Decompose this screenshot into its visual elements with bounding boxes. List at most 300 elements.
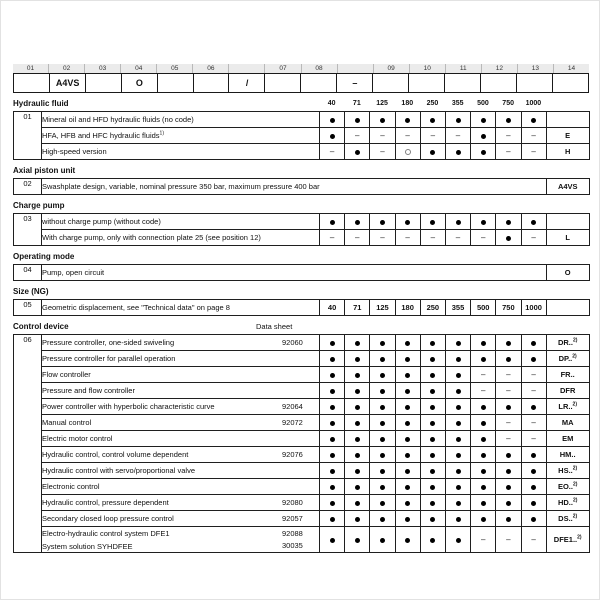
availability-cell [471, 527, 496, 553]
available-dot-icon [405, 118, 410, 123]
availability-cell [370, 527, 395, 553]
available-dot-icon [330, 341, 335, 346]
not-available-dash-icon: – [531, 370, 536, 379]
available-dot-icon [430, 373, 435, 378]
availability-cell [445, 399, 470, 415]
availability-cell [345, 128, 370, 144]
datasheet-number [282, 335, 303, 350]
position-number-band [13, 64, 589, 73]
available-dot-icon [481, 501, 486, 506]
position-label: 01 [13, 64, 49, 73]
size-header: 355 [451, 100, 464, 107]
availability-cell [521, 447, 546, 463]
available-dot-icon [355, 469, 360, 474]
available-dot-icon [430, 357, 435, 362]
availability-cell [471, 463, 496, 479]
availability-cell [471, 431, 496, 447]
available-dot-icon [330, 405, 335, 410]
table-row [14, 367, 590, 383]
datasheet-number [282, 447, 303, 462]
availability-cell [471, 128, 496, 144]
availability-cell [345, 112, 370, 128]
size-value-cell: 180 [395, 300, 420, 316]
availability-cell [521, 335, 546, 351]
availability-cell [320, 351, 345, 367]
availability-cell [420, 230, 445, 246]
empty-spacer-cell [546, 300, 589, 316]
availability-cell [395, 230, 420, 246]
not-available-dash-icon: – [455, 131, 461, 140]
availability-cell [395, 527, 420, 553]
availability-cell [445, 527, 470, 553]
available-dot-icon [430, 437, 435, 442]
available-dot-icon [481, 421, 486, 426]
available-dot-icon [481, 485, 486, 490]
availability-cell [445, 230, 470, 246]
available-dot-icon [430, 485, 435, 490]
available-dot-icon [506, 485, 511, 490]
availability-cell [496, 415, 521, 431]
availability-cell [345, 447, 370, 463]
availability-cell [471, 415, 496, 431]
availability-cell [521, 351, 546, 367]
not-available-dash-icon: – [405, 131, 410, 140]
availability-cell [345, 511, 370, 527]
available-dot-icon [355, 538, 360, 543]
availability-cell [395, 511, 420, 527]
option-code: DS..$^{2)}$ [546, 511, 589, 527]
option-code: EM [546, 431, 589, 447]
available-dot-icon [380, 485, 385, 490]
availability-cell [370, 230, 395, 246]
option-code: HS..$^{2)}$ [546, 463, 589, 479]
availability-cell [496, 112, 521, 128]
table-row [14, 527, 590, 553]
availability-cell [420, 495, 445, 511]
available-dot-icon [330, 357, 335, 362]
option-description [42, 511, 320, 527]
footnote-ref: 1) [159, 130, 164, 137]
table-row [14, 179, 590, 195]
availability-cell [345, 431, 370, 447]
not-available-dash-icon: – [506, 434, 511, 443]
position-label: 14 [567, 65, 576, 72]
availability-cell [445, 335, 470, 351]
availability-cell [370, 415, 395, 431]
availability-cell [420, 447, 445, 463]
datasheet-number-line: 92080 [282, 498, 303, 507]
table-row [14, 431, 590, 447]
ordering-code-boxes [13, 73, 589, 93]
option-description [42, 351, 320, 367]
available-dot-icon [481, 405, 486, 410]
availability-cell [370, 399, 395, 415]
not-available-dash-icon: – [329, 233, 335, 242]
section-charge-pump [13, 201, 589, 246]
availability-cell [395, 335, 420, 351]
availability-cell [370, 479, 395, 495]
availability-cell [521, 479, 546, 495]
available-dot-icon [355, 341, 360, 346]
availability-cell [445, 351, 470, 367]
available-dot-icon [430, 341, 435, 346]
available-dot-icon [405, 220, 410, 225]
availability-cell [420, 399, 445, 415]
available-dot-icon [355, 421, 360, 426]
option-table [13, 111, 590, 160]
available-dot-icon [430, 538, 435, 543]
option-label: Hydraulic control, pressure dependent [42, 498, 169, 507]
not-available-dash-icon: – [480, 386, 486, 395]
available-dot-icon [531, 485, 536, 490]
availability-cell [395, 367, 420, 383]
available-dot-icon [456, 150, 461, 155]
available-dot-icon [531, 501, 536, 506]
available-dot-icon [405, 405, 410, 410]
available-dot-icon [330, 118, 335, 123]
section-heading: Axial piston unit [13, 166, 76, 175]
availability-cell [521, 214, 546, 230]
availability-cell [420, 527, 445, 553]
available-dot-icon [456, 373, 461, 378]
availability-cell [496, 527, 521, 553]
table-row [14, 511, 590, 527]
footnote-ref: 2) [572, 497, 578, 504]
availability-cell [521, 527, 546, 553]
available-dot-icon [430, 405, 435, 410]
not-available-dash-icon: – [380, 147, 385, 156]
availability-cell [395, 431, 420, 447]
not-available-dash-icon: – [506, 147, 511, 156]
available-dot-icon [456, 538, 461, 543]
available-dot-icon [481, 517, 486, 522]
limited-circle-icon [405, 149, 411, 155]
not-available-dash-icon: – [380, 131, 385, 140]
available-dot-icon [380, 405, 385, 410]
not-available-dash-icon: – [531, 147, 536, 156]
datasheet-number-line: 92072 [282, 418, 303, 427]
available-dot-icon [355, 357, 360, 362]
size-header: 125 [376, 100, 388, 107]
availability-cell [370, 367, 395, 383]
available-dot-icon [506, 517, 511, 522]
availability-cell [445, 112, 470, 128]
availability-cell [471, 230, 496, 246]
available-dot-icon [330, 134, 335, 139]
availability-cell [445, 463, 470, 479]
availability-cell [471, 447, 496, 463]
option-description [42, 144, 320, 160]
code-box-filled: O [121, 73, 158, 93]
table-row [14, 383, 590, 399]
size-header: 40 [327, 100, 336, 107]
available-dot-icon [481, 220, 486, 225]
availability-cell [370, 214, 395, 230]
code-box-empty [157, 73, 194, 93]
footnote-ref: 2) [572, 481, 578, 488]
option-table [13, 178, 590, 195]
available-dot-icon [430, 150, 435, 155]
datasheet-number [282, 399, 303, 414]
position-number: 05 [14, 300, 42, 316]
available-dot-icon [405, 517, 410, 522]
available-dot-icon [430, 421, 435, 426]
option-description [42, 265, 547, 281]
availability-cell [420, 431, 445, 447]
not-available-dash-icon: – [531, 386, 536, 395]
availability-cell [445, 495, 470, 511]
option-table [13, 299, 590, 316]
option-description [42, 300, 320, 316]
availability-cell [420, 463, 445, 479]
available-dot-icon [531, 118, 536, 123]
available-dot-icon [430, 517, 435, 522]
availability-cell [420, 351, 445, 367]
position-label: 10 [410, 64, 446, 73]
availability-cell [345, 383, 370, 399]
option-label: Secondary closed loop pressure control [42, 514, 174, 523]
option-table [13, 334, 590, 553]
availability-cell [521, 367, 546, 383]
position-number: 01 [14, 112, 42, 160]
available-dot-icon [330, 373, 335, 378]
position-label [229, 64, 265, 73]
availability-cell [395, 415, 420, 431]
table-row [14, 265, 590, 281]
code-box-empty [264, 73, 301, 93]
availability-cell [320, 383, 345, 399]
availability-cell [345, 351, 370, 367]
code-box-empty [444, 73, 481, 93]
not-available-dash-icon: – [430, 131, 436, 140]
code-box-empty [372, 73, 409, 93]
available-dot-icon [531, 405, 536, 410]
table-row [14, 479, 590, 495]
available-dot-icon [481, 118, 486, 123]
availability-cell [496, 511, 521, 527]
availability-cell [345, 399, 370, 415]
section-heading: Size (NG) [13, 287, 49, 296]
code-box-empty [516, 73, 553, 93]
availability-cell [496, 230, 521, 246]
availability-cell [370, 128, 395, 144]
available-dot-icon [430, 220, 435, 225]
availability-cell [370, 431, 395, 447]
available-dot-icon [405, 501, 410, 506]
ordering-code-document [13, 64, 589, 553]
available-dot-icon [380, 357, 385, 362]
availability-cell [471, 511, 496, 527]
position-label: 07 [265, 64, 301, 73]
not-available-dash-icon: – [355, 233, 360, 242]
available-dot-icon [531, 220, 536, 225]
availability-cell [445, 431, 470, 447]
availability-cell [445, 415, 470, 431]
available-dot-icon [380, 453, 385, 458]
option-description [42, 431, 320, 447]
availability-cell [320, 415, 345, 431]
available-dot-icon [430, 453, 435, 458]
availability-cell [345, 144, 370, 160]
code-box-empty [408, 73, 445, 93]
availability-cell [521, 383, 546, 399]
table-row [14, 463, 590, 479]
available-dot-icon [405, 437, 410, 442]
code-box-filled: A4VS [49, 73, 86, 93]
option-label: Swashplate design, variable, nominal pressure 350 bar, maximum pressure 400 bar [42, 182, 320, 191]
availability-cell [445, 447, 470, 463]
size-value-cell: 40 [320, 300, 345, 316]
available-dot-icon [355, 485, 360, 490]
code-box-empty [552, 73, 589, 93]
availability-cell [445, 511, 470, 527]
table-row [14, 447, 590, 463]
availability-cell [496, 367, 521, 383]
available-dot-icon [506, 453, 511, 458]
option-description [42, 479, 320, 495]
not-available-dash-icon: – [405, 233, 410, 242]
available-dot-icon [380, 517, 385, 522]
position-label: 03 [85, 64, 121, 73]
availability-cell [471, 479, 496, 495]
section-hydraulic-fluid [13, 99, 589, 160]
position-label: 09 [374, 64, 410, 73]
availability-cell [320, 230, 345, 246]
available-dot-icon [531, 357, 536, 362]
available-dot-icon [430, 389, 435, 394]
availability-cell [370, 112, 395, 128]
available-dot-icon [531, 469, 536, 474]
option-description [42, 335, 320, 351]
availability-cell [345, 214, 370, 230]
option-code [546, 112, 589, 128]
available-dot-icon [405, 485, 410, 490]
option-description [42, 367, 320, 383]
available-dot-icon [380, 341, 385, 346]
option-code: DFE1..$^{2)}$ [546, 527, 589, 553]
available-dot-icon [330, 220, 335, 225]
available-dot-icon [456, 421, 461, 426]
availability-cell [496, 383, 521, 399]
size-value-cell: 500 [471, 300, 496, 316]
available-dot-icon [481, 134, 486, 139]
not-available-dash-icon: – [355, 131, 360, 140]
size-header: 71 [352, 100, 361, 107]
availability-cell [320, 527, 345, 553]
available-dot-icon [456, 389, 461, 394]
availability-cell [445, 383, 470, 399]
availability-cell [496, 214, 521, 230]
availability-cell [370, 511, 395, 527]
available-dot-icon [481, 357, 486, 362]
available-dot-icon [481, 469, 486, 474]
option-code: MA [546, 415, 589, 431]
available-dot-icon [330, 485, 335, 490]
availability-cell [395, 399, 420, 415]
available-dot-icon [456, 485, 461, 490]
availability-cell [521, 230, 546, 246]
footnote-ref: 2) [572, 465, 578, 472]
available-dot-icon [531, 341, 536, 346]
availability-cell [320, 495, 345, 511]
option-code: HM.. [546, 447, 589, 463]
option-description [42, 230, 320, 246]
option-label: Geometric displacement, see "Technical data" on page 8 [42, 303, 230, 312]
position-number: 04 [14, 265, 42, 281]
available-dot-icon [380, 118, 385, 123]
section-axial-piston-unit [13, 166, 589, 195]
availability-cell [496, 399, 521, 415]
section-heading: Hydraulic fluid [13, 99, 69, 108]
datasheet-number-line: 92060 [282, 338, 303, 347]
available-dot-icon [531, 453, 536, 458]
option-code: EO..$^{2)}$ [546, 479, 589, 495]
option-label: Hydraulic control, control volume dependent [42, 450, 189, 459]
option-code: E [546, 128, 589, 144]
table-row [14, 351, 590, 367]
availability-cell [521, 399, 546, 415]
position-label: 12 [482, 64, 518, 73]
available-dot-icon [456, 341, 461, 346]
availability-cell [320, 214, 345, 230]
available-dot-icon [506, 469, 511, 474]
available-dot-icon [430, 118, 435, 123]
availability-cell [420, 511, 445, 527]
available-dot-icon [380, 469, 385, 474]
size-value-cell: 355 [445, 300, 470, 316]
availability-cell [420, 144, 445, 160]
available-dot-icon [481, 437, 486, 442]
availability-cell [345, 479, 370, 495]
table-row [14, 300, 590, 316]
available-dot-icon [355, 389, 360, 394]
availability-cell [521, 431, 546, 447]
available-dot-icon [456, 517, 461, 522]
footnote-ref: 2) [572, 401, 577, 408]
footnote-ref: 2) [572, 337, 578, 344]
availability-cell [320, 447, 345, 463]
availability-cell [395, 144, 420, 160]
availability-cell [420, 335, 445, 351]
available-dot-icon [506, 236, 511, 241]
option-label: Manual control [42, 418, 92, 427]
availability-cell [496, 335, 521, 351]
not-available-dash-icon: – [480, 370, 486, 379]
availability-cell [395, 463, 420, 479]
availability-cell [345, 415, 370, 431]
available-dot-icon [380, 437, 385, 442]
availability-cell [395, 112, 420, 128]
availability-cell [496, 128, 521, 144]
available-dot-icon [330, 421, 335, 426]
available-dot-icon [506, 357, 511, 362]
available-dot-icon [380, 373, 385, 378]
available-dot-icon [355, 373, 360, 378]
not-available-dash-icon: – [506, 386, 511, 395]
availability-cell [496, 495, 521, 511]
available-dot-icon [430, 501, 435, 506]
availability-cell [370, 495, 395, 511]
available-dot-icon [506, 501, 511, 506]
availability-cell [370, 383, 395, 399]
available-dot-icon [456, 453, 461, 458]
availability-cell [521, 415, 546, 431]
not-available-dash-icon: – [329, 147, 335, 156]
available-dot-icon [456, 405, 461, 410]
option-label: Electronic control [42, 482, 100, 491]
available-dot-icon [456, 469, 461, 474]
availability-cell [521, 128, 546, 144]
